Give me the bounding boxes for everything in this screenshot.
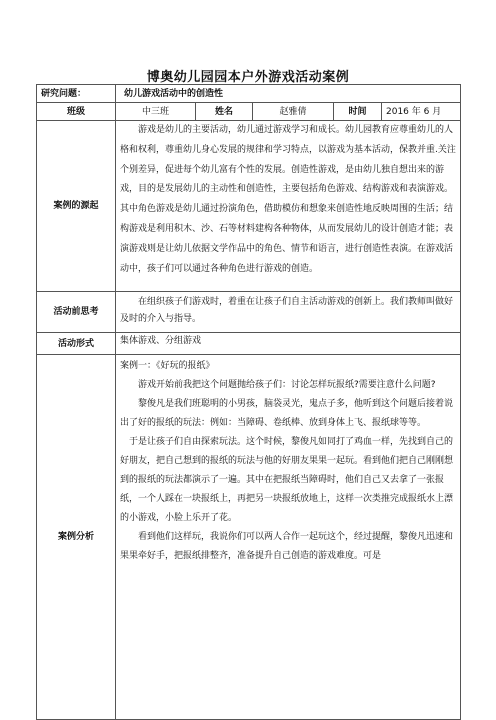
- origin-text: 游戏是幼儿的主要活动，幼儿通过游戏学习和成长。幼儿园教育应尊重幼儿的人格和权利，尊重幼儿身心发展的规律和学习特点，以游戏为基本活动，保教并重.关注个别差异，促进每个幼儿富有个性的发展。创造性游戏，是由幼儿独自想出来的游戏，目的是发展幼儿的主动性和创造性，主要包括角色游戏、结构游戏和表演游戏。其中角色游戏是幼儿通过扮演角色，借助模仿和想象来创造性地反映周围的生活；结构游戏是利用积木、沙、石等材料建构各种物体，从而发展幼儿的设计创造才能；表演游戏则是让幼儿依据文学作品中的角色、情节和语言，进行创造性表演。在游戏活动中，孩子们可以通过各种角色进行游戏的创造。: [120, 125, 456, 274]
- analysis-para-4: 看到他们这样玩，我说你们可以两人合作一起玩这个，经过提醒，黎俊凡迅速和果果牵好手，把报纸排整齐，准备提升自己创造的游戏难度。可是: [120, 532, 454, 561]
- document-title: 博奥幼儿园园本户外游戏活动案例: [146, 70, 350, 85]
- name-label: 姓名: [196, 103, 253, 121]
- class-value: 中三班: [116, 103, 196, 121]
- origin-label: 案例的源起: [37, 121, 116, 292]
- analysis-para-1: 游戏开始前我把这个问题抛给孩子们：讨论怎样玩报纸?需要注意什么问题?: [138, 380, 436, 390]
- time-value: 2016 年 6 月: [382, 103, 461, 121]
- info-row: [37, 103, 461, 121]
- case-title: 案例一：《好玩的报纸》: [120, 361, 215, 371]
- case-table: [36, 84, 461, 720]
- form-row: [37, 333, 461, 355]
- thinking-row: [37, 292, 461, 333]
- research-value: 幼儿游戏活动中的创造性: [116, 85, 461, 103]
- analysis-content: [120, 355, 456, 566]
- time-label: 时间: [334, 103, 382, 121]
- thinking-text: 在组织孩子们游戏时，着重在让孩子们自主活动游戏的创新上。我们教师叫做好及时的介入与指导。: [120, 297, 454, 324]
- research-row: [37, 85, 461, 103]
- origin-row: [37, 121, 461, 292]
- analysis-row: [37, 355, 461, 720]
- form-label: 活动形式: [37, 333, 116, 355]
- analysis-para-3: 于是让孩子们自由探索玩法。这个时候，黎俊凡如同打了鸡血一样，先找到自己的好朋友，把自己想到的报纸的玩法与他的好朋友果果一起玩。看到他们把自己刚刚想到的报纸的玩法都演示了一遍。其中在把报纸当障碍时，他们自己又去拿了一张报纸，一个人踩在一块报纸上，再把另一块报纸放地上，这样一次类推完成报纸水上漂的小游戏，小脸上乐开了花。: [120, 437, 454, 523]
- form-value: 集体游戏、分组游戏: [116, 333, 461, 355]
- thinking-label: 活动前思考: [37, 292, 116, 333]
- class-label: 班级: [37, 103, 116, 121]
- analysis-label: 案例分析: [37, 355, 116, 720]
- research-label: 研究问题：: [37, 85, 116, 103]
- name-value: 赵雅倩: [253, 103, 334, 121]
- analysis-para-2: 黎俊凡是我们班聪明的小男孩，脑袋灵光，鬼点子多，他听到这个问题后接着说出了好的报纸的玩法：例如：当障碍、卷纸棒、放到身体上飞、报纸球等等。: [120, 399, 454, 428]
